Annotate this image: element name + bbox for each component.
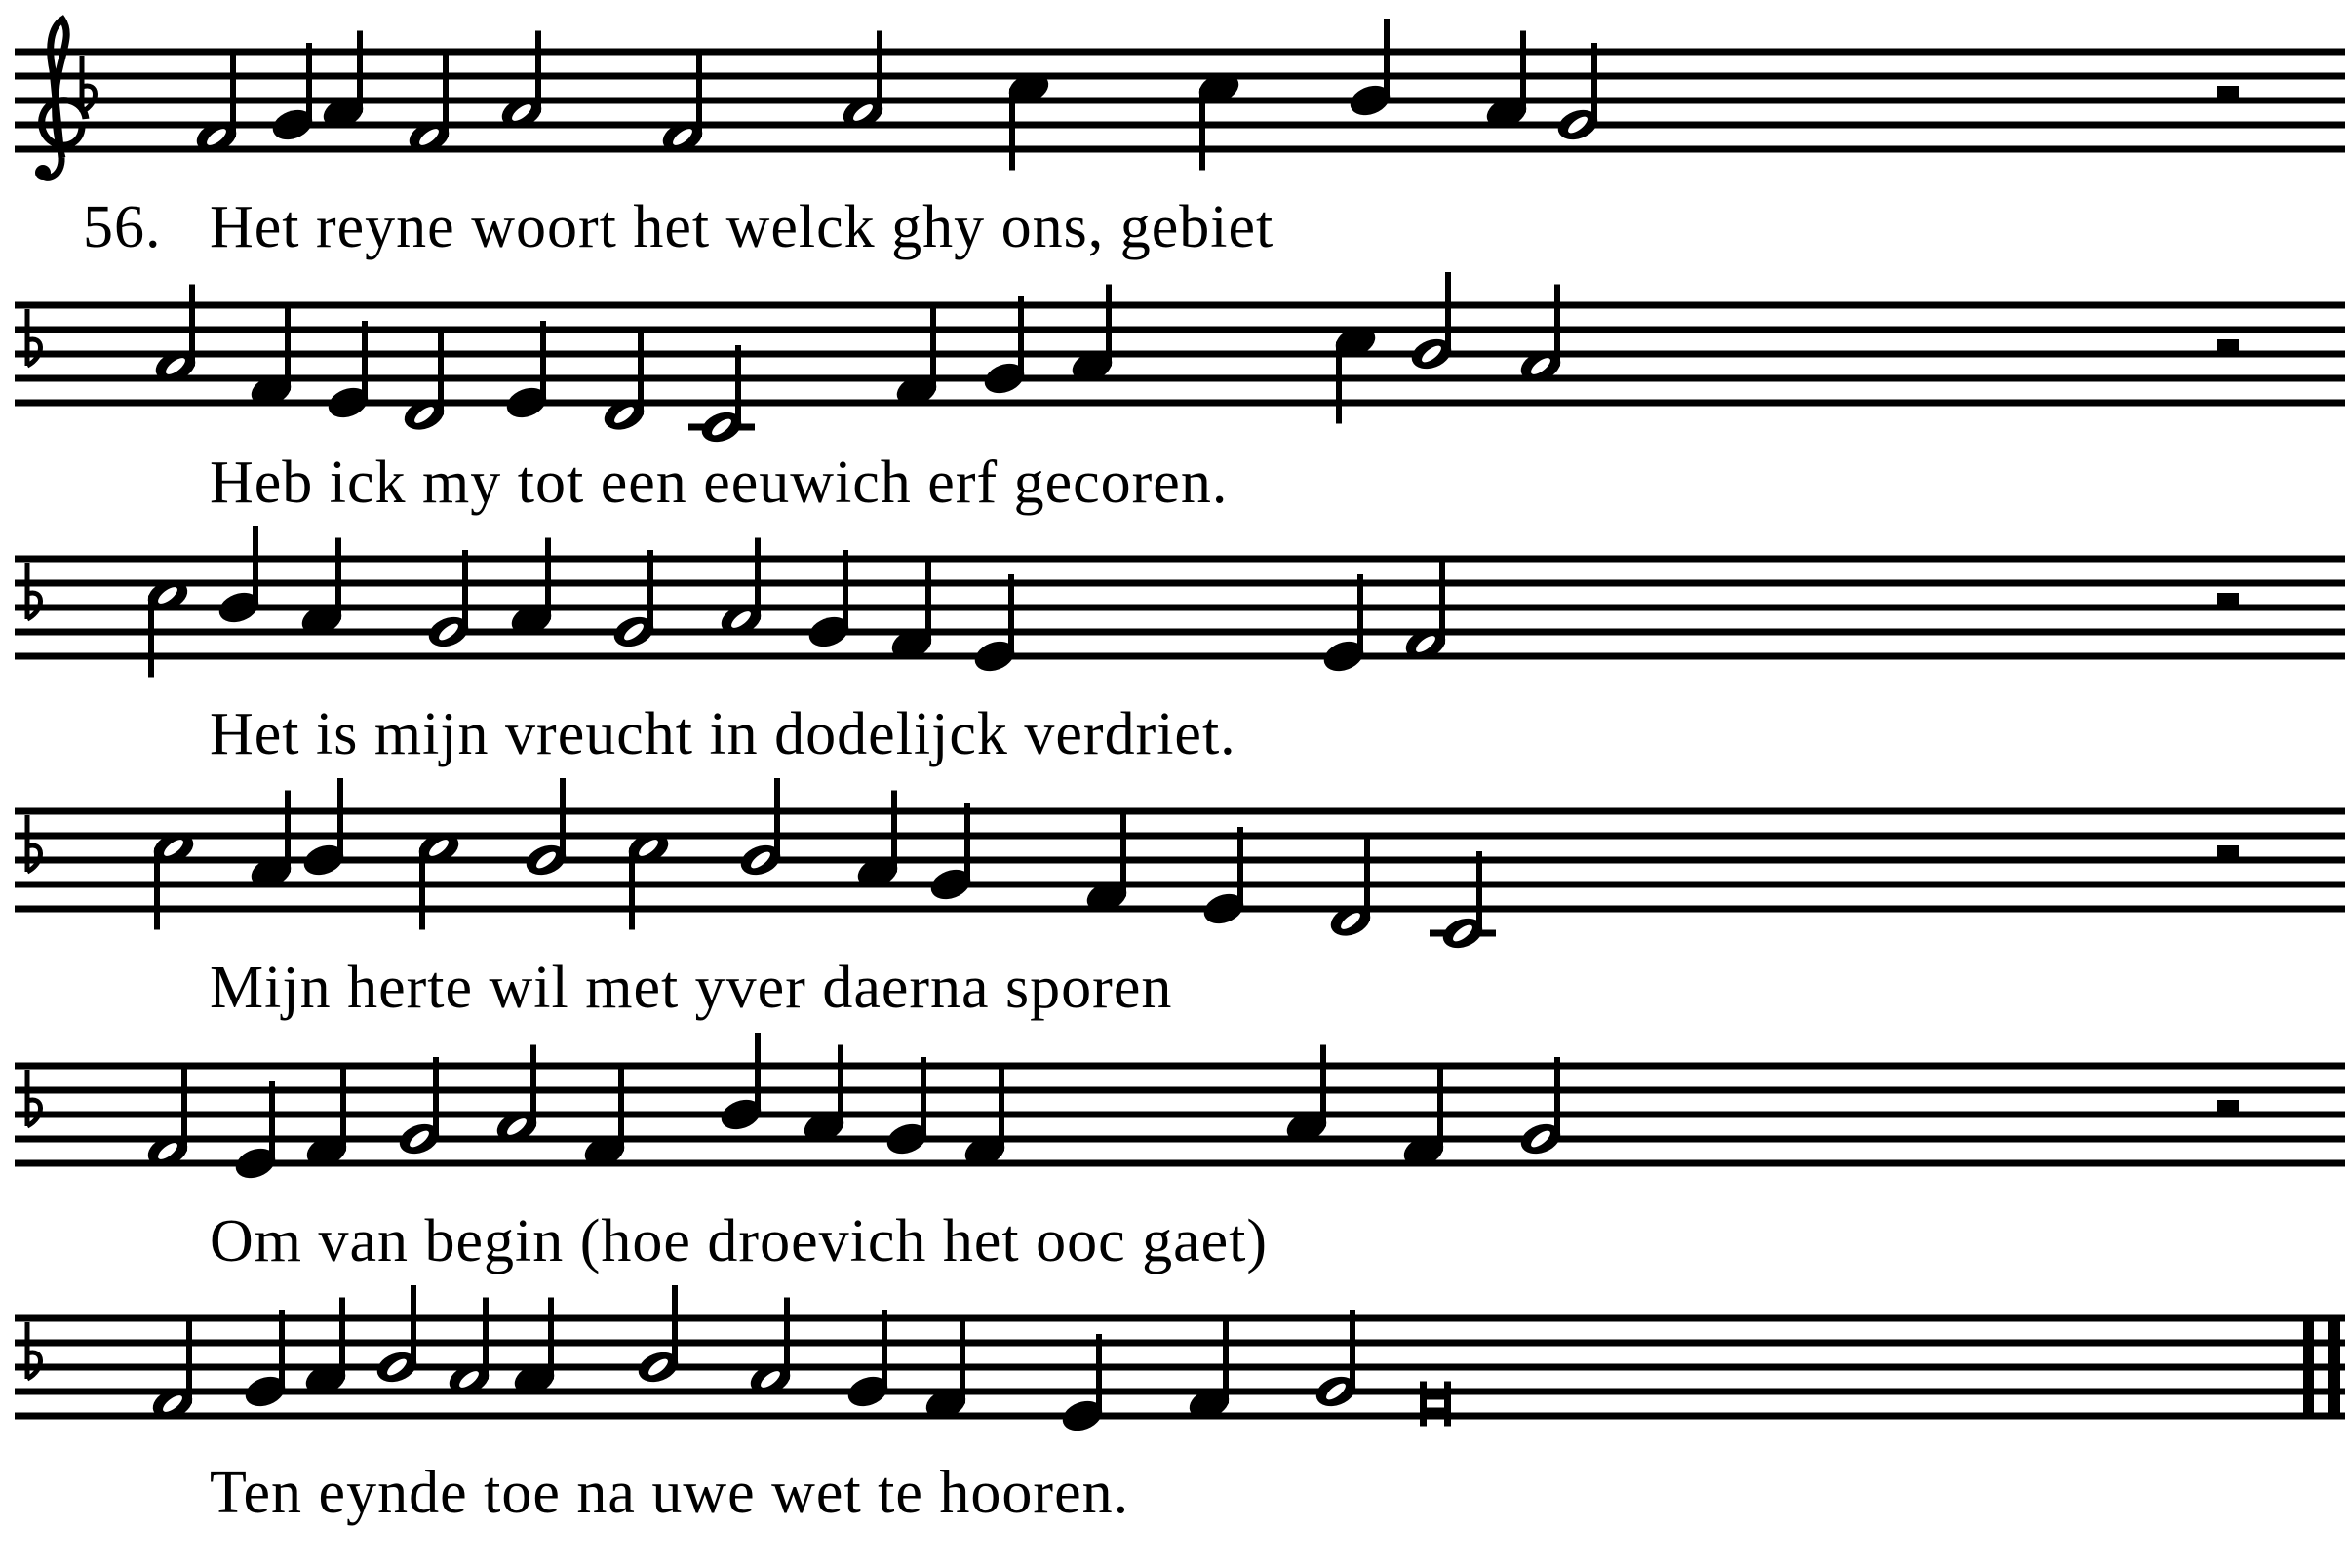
staff-line [15,833,2345,840]
lyric-text: Om van begin (hoe droevich het ooc gaet) [210,1208,1269,1274]
note-f4-quarter [960,1070,1008,1172]
note-b4-quarter [717,1033,764,1135]
lyric-line-6 [0,1459,2321,1528]
note-a4-quarter [1482,31,1530,134]
staff-line [15,882,2345,888]
note-b4-half [372,1285,420,1388]
note-a4-quarter [247,791,294,893]
note-f4-quarter [1082,815,1130,918]
note-c5-half [143,575,191,678]
note-a4-half [492,1045,540,1148]
note-a4-half [1516,285,1564,387]
staff-line [15,1340,2345,1347]
note-g4-quarter [843,1310,891,1412]
note-a4-quarter [507,538,555,641]
note-g4-quarter [268,43,316,145]
staff-line [15,1160,2345,1167]
staff-line [15,1364,2345,1371]
hymn-number: 56. [83,194,162,260]
note-a4-half [746,1298,794,1400]
staff-line [15,906,2345,913]
note-a4-quarter [319,31,367,134]
lyric-line-5 [0,1207,2321,1276]
note-f4-quarter [580,1070,628,1172]
note-c5-half [149,828,197,930]
note-g4-half [1516,1057,1564,1159]
lyric-text: Mijn herte wil met yver daerna sporen [210,955,1173,1021]
note-f4-half [405,56,452,158]
note-a4-half [497,31,545,134]
staff-line [15,73,2345,80]
note-f4-quarter [887,563,935,665]
note-e4-quarter [1058,1334,1106,1436]
line-end-rest [2217,593,2239,608]
lyric-text: Het reyne woort het welck ghy ons, gebiet [210,194,1274,260]
note-f4-quarter [247,309,294,412]
staff-line [15,629,2345,636]
staff-line [15,1136,2345,1143]
note-g4-quarter [926,803,974,905]
clef-tail-dot [35,165,51,180]
note-f4-half [143,1070,191,1172]
note-e4-quarter [231,1081,279,1184]
note-g4-half [609,550,657,652]
final-double-barline [2328,1315,2340,1420]
line-end-rest [2217,1100,2239,1115]
note-f4-half [658,56,706,158]
lyric-line-1 [0,193,2321,262]
note-d4-half [1326,840,1374,942]
breve-bar [1420,1391,1451,1400]
note-g4-half [424,550,472,652]
staff-system-3 [15,526,2345,678]
lyric-line-3 [0,700,2321,769]
note-e4-quarter [1319,574,1367,677]
note-g4-quarter [804,550,852,652]
staff-line [15,98,2345,104]
note-c5-quarter [1004,68,1052,171]
note-g4-quarter [980,296,1028,399]
staff-line [15,1315,2345,1322]
line-end-rest [2217,845,2239,860]
note-a4-quarter [853,791,901,893]
staff-line [15,1389,2345,1395]
staff-system-4 [15,778,2345,954]
breve-bar [1420,1408,1451,1418]
staff-line [15,857,2345,864]
breve-side [1444,1382,1451,1427]
note-a4-half [151,285,199,387]
note-a4-quarter [1282,1045,1330,1148]
staff-line [15,146,2345,153]
note-c5-quarter [1331,322,1379,424]
staff-line [15,1087,2345,1094]
lyric-text: Het is mijn vreucht in dodelijck verdriet. [210,701,1236,767]
staff-line [15,122,2345,129]
staff-line [15,808,2345,815]
staff-line [15,556,2345,563]
note-g4-half [1312,1310,1359,1412]
note-g4-quarter [241,1310,289,1412]
note-f4-half [1401,563,1449,665]
note-a4-half [445,1298,492,1400]
note-c5-quarter [1195,68,1242,171]
note-f4-quarter [892,309,940,412]
staff-system-2 [15,272,2345,448]
note-e4-quarter [970,574,1018,677]
staff-line [15,580,2345,587]
staff-line [15,1112,2345,1118]
note-f4-quarter [1399,1070,1447,1172]
staff-line [15,302,2345,309]
note-b4-quarter [299,778,347,881]
lyric-line-2 [0,449,2321,518]
note-a4-quarter [301,1298,349,1400]
note-f4-quarter [302,1070,350,1172]
note-f4-half [192,56,240,158]
note-b4-half [1407,272,1455,374]
note-b4-half [736,778,784,881]
note-g4-quarter [882,1057,930,1159]
staff-system-6 [15,1285,2345,1436]
note-b4-half [522,778,569,881]
staff-line [15,49,2345,56]
note-g4-half [1553,43,1601,145]
note-d4-half [600,333,647,436]
note-a4-half [717,538,764,641]
note-f4-quarter [1185,1322,1233,1425]
note-f4-half [148,1322,196,1425]
note-a4-quarter [297,538,345,641]
breve-side [1420,1382,1427,1427]
lyric-line-4 [0,954,2321,1023]
note-c4-half [688,345,755,448]
note-f4-quarter [921,1322,969,1425]
note-b4-quarter [1346,19,1393,121]
lyric-text: Ten eynde toe na uwe wet te hooren. [210,1460,1130,1526]
note-b4-quarter [215,526,262,628]
note-a4-quarter [1068,285,1116,387]
staff-line [15,1063,2345,1070]
note-a4-half [839,31,886,134]
final-double-barline [2303,1315,2314,1420]
note-a4-quarter [510,1298,558,1400]
note-c5-half [414,828,462,930]
note-c5-half [624,828,672,930]
staff-line [15,1413,2345,1420]
line-end-rest [2217,339,2239,354]
note-e4-quarter [324,321,372,423]
note-b4-half [634,1285,682,1388]
note-f4-breve [1420,1382,1451,1427]
clef-stem [51,20,67,158]
note-e4-quarter [1199,827,1247,929]
note-a4-quarter [800,1045,847,1148]
note-g4-half [395,1057,443,1159]
lyric-text: Heb ick my tot een eeuwich erf gecoren. [210,450,1229,516]
note-c4-half [1430,851,1496,954]
staff-line [15,653,2345,660]
note-d4-half [400,333,448,436]
staff-line [15,605,2345,611]
line-end-rest [2217,86,2239,100]
note-e4-quarter [502,321,550,423]
staff-system-5 [15,1033,2345,1184]
staff-system-1 [15,19,2345,180]
